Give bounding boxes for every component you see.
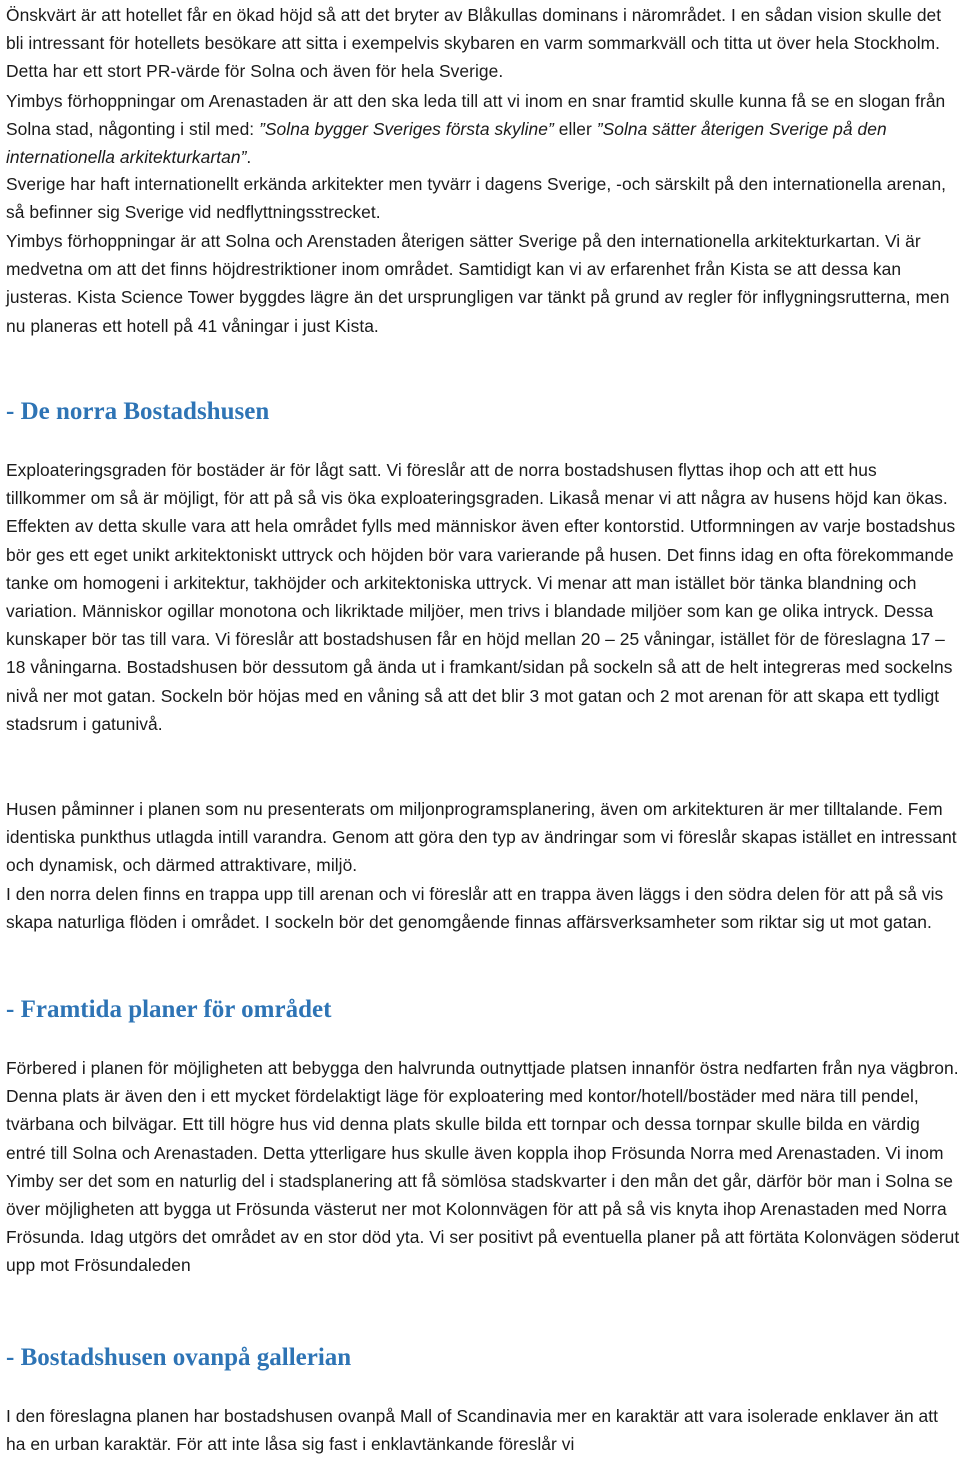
paragraph-mall-housing: I den föreslagna planen har bostadshusen ovanpå Mall of Scandinavia mer en karaktär att vara isolerade enklaver än att ha en urban karaktär. För att inte låsa sig fast i enklavtänkande föreslår vi [6,1406,939,1455]
paragraph-stairs: I den norra delen finns en trappa upp till arenan och vi föreslår att en trappa även läggs i den södra delen för att på så vis skapa naturliga flöden i området. I sockeln bör det genomgående finnas affärsverksamheter som riktar sig ut mot gatan. [6,884,944,933]
paragraph-architects: Sverige har haft internationellt erkända arkitekter men tyvärr i dagens Sverige, -och särskilt på den internationella arenan, så befinner sig Sverige vid nedflyttningsstrecket. [6,174,947,223]
slogan-or-text: eller [553,119,597,140]
heading-norra-bostadshusen: - De norra Bostadshusen [6,398,270,425]
slogan-intro-text: Yimbys förhoppningar om Arenastaden är att den ska leda till att vi inom en snar framtid skulle kunna få se en slogan från Solna stad, någonting i stil med: [6,91,946,140]
paragraph-miljonprogram: Husen påminner i planen som nu presenterats om miljonprogramsplanering, även om arkitekturen är mer tilltalande. Fem identiska punkthus utlagda intill varandra. Genom att göra den typ av ändringar som vi föreslår skapas istället en intressant och dynamisk, och därmed attraktivare, miljö. [6,799,957,876]
paragraph-yimby-slogan [6,87,960,172]
paragraph-hotel-height: Önskvärt är att hotellet får en ökad höjd så att det bryter av Blåkullas dominans i närområdet. I en sådan vision skulle det bli intressant för hotellets besökare att sitta i exempelvis skybaren en varm sommarkväll och titta ut över hela Stockholm. Detta har ett stort PR-värde för Solna och även för hela Sverige. [6,5,942,82]
slogan-quote-skyline: ”Solna bygger Sveriges första skyline” [259,119,554,140]
heading-bostadshusen-gallerian: - Bostadshusen ovanpå gallerian [6,1344,352,1371]
paragraph-height-restrictions: Yimbys förhoppningar är att Solna och Arenstaden återigen sätter Sverige på den internationella arkitekturkartan. Vi är medvetna om att det finns höjdrestriktioner inom området. Samtidigt kan vi av erfarenhet från Kista se att dessa kan justeras. Kista Science Tower byggdes lägre än det ursprungligen var tänkt på grund av regler för inflygningsrutterna, men nu planeras ett hotell på 41 våningar i just Kista. [6,231,950,336]
paragraph-future-plans: Förbered i planen för möjligheten att bebygga den halvrunda outnyttjade platsen innanför östra nedfarten från nya vägbron. Denna plats är även den i ett mycket fördelaktigt läge för exploatering med kontor/hotell/bostäder med nära till pendel, tvärbana och bilvägar. Ett till högre hus vid denna plats skulle bilda ett tornpar och dessa tornpar skulle bilda en värdig entré till Solna och Arenastaden. Detta ytterligare hus skulle även koppla ihop Frösunda Norra med Arenastaden. Vi inom Yimby ser det som en naturlig del i stadsplanering att få sömlösa stadskvarter i den mån det går, därför bör man i Solna se över möjligheten att bygga ut Frösunda västerut ner mot Kolonnvägen för att på så vis knyta ihop Arenastaden med Norra Frösunda. Idag utgörs det området av en stor död yta. Vi ser positivt på eventuella planer på att förtäta Kolonvägen söderut upp mot Frösundaleden [6,1058,960,1276]
heading-framtida-planer: - Framtida planer för området [6,996,332,1023]
paragraph-exploitation: Exploateringsgraden för bostäder är för lågt satt. Vi föreslår att de norra bostadshusen flyttas ihop och att ett hus tillkommer om så är möjligt, för att på så vis öka exploateringsgraden. Likaså menar vi att några av husens höjd kan ökas. Effekten av detta skulle vara att hela området fylls med människor även efter kontorstid. Utformningen av varje bostadshus bör ges ett eget unikt arkitektoniskt uttryck och höjden bör vara varierande på husen. Det finns idag en ofta förekommande tanke om homogeni i arkitektur, takhöjder och arkitektoniska uttryck. Vi menar att man istället bör tänka blandning och variation. Människor ogillar monotona och likriktade miljöer, men trivs i blandade miljöer som kan ge olika intryck. Dessa kunskaper bör tas till vara. Vi föreslår att bostadshusen får en höjd mellan 20 – 25 våningar, istället för de föreslagna 17 – 18 våningarna. Bostadshusen bör dessutom gå ända ut i framkant/sidan på sockeln så att de helt integreras med sockelns nivå ner mot gatan. Sockeln bör höjas med en våning så att det blir 3 mot gatan och 2 mot arenan för att skapa ett tydligt stadsrum i gatunivå. [6,460,956,734]
slogan-end-text: . [246,147,252,168]
slogan-quote-architecture-map: ”Solna sätter återigen Sverige på den internationella arkitekturkartan” [6,119,887,168]
